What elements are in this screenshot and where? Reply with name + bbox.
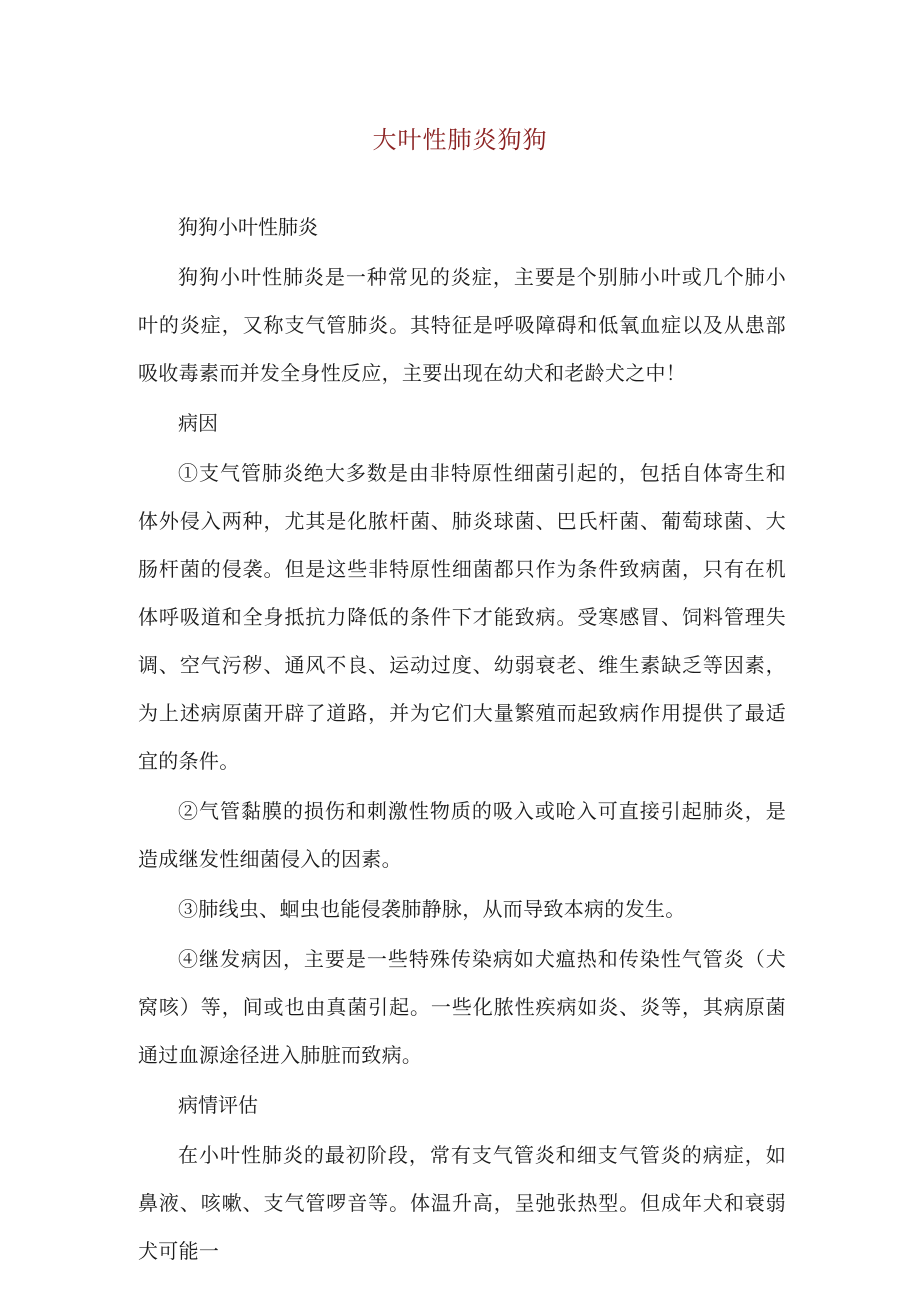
paragraph-cause-3: ③肺线虫、蛔虫也能侵袭肺静脉，从而导致本病的发生。 (178, 897, 686, 921)
paragraph-cause-2: ②气管黏膜的损伤和刺激性物质的吸入或呛入可直接引起肺炎，是造成继发性细菌侵入的因素。 (138, 799, 786, 871)
paragraph-assessment: 在小叶性肺炎的最初阶段，常有支气管炎和细支气管炎的病症，如鼻液、咳嗽、支气管啰音等。体温升高，呈弛张热型。但成年犬和衰弱犬可能一 (138, 1143, 786, 1263)
document-title: 大叶性肺炎狗狗 (372, 126, 548, 154)
document-body (138, 203, 786, 1275)
paragraph-cause-1: ①支气管肺炎绝大多数是由非特原性细菌引起的，包括自体寄生和体外侵入两种，尤其是化脓杆菌、肺炎球菌、巴氏杆菌、葡萄球菌、大肠杆菌的侵袭。但是这些非特原性细菌都只作为条件致病菌，只有在机体呼吸道和全身抵抗力降低的条件下才能致病。受寒感冒、饲料管理失调、空气污秽、通风不良、运动过度、幼弱衰老、维生素缺乏等因素，为上述病原菌开辟了道路，并为它们大量繁殖而起致病作用提供了最适宜的条件。 (138, 461, 786, 773)
section-heading-small-lobar-pneumonia: 狗狗小叶性肺炎 (178, 215, 318, 239)
paragraph-intro: 狗狗小叶性肺炎是一种常见的炎症，主要是个别肺小叶或几个肺小叶的炎症，又称支气管肺炎。其特征是呼吸障碍和低氧血症以及从患部吸收毒素而并发全身性反应，主要出现在幼犬和老龄犬之中！ (138, 265, 786, 385)
paragraph-cause-4: ④继发病因，主要是一些特殊传染病如犬瘟热和传染性气管炎（犬窝咳）等，间或也由真菌引起。一些化脓性疾病如炎、炎等，其病原菌通过血源途径进入肺脏而致病。 (138, 947, 786, 1067)
section-heading-cause: 病因 (178, 411, 218, 435)
section-heading-assessment: 病情评估 (178, 1093, 258, 1117)
